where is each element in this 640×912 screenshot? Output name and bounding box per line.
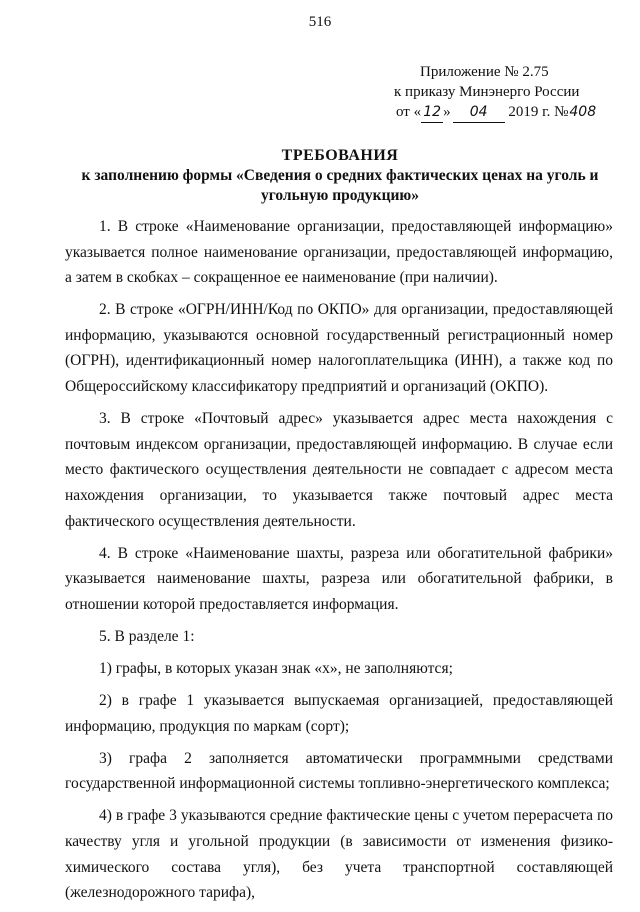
document-title (60, 146, 620, 206)
date-year: 2019 г. № (504, 104, 569, 120)
title-subtitle: к заполнению формы «Сведения о средних фактических ценах на уголь и угольную продукцию» (81, 167, 599, 204)
handwritten-order-number: 408 (569, 104, 597, 120)
paragraph: 2. В строке «ОГРН/ИНН/Код по ОКПО» для организации, предоставляющей информацию, указываются основной государственный регистрационный номер (ОГРН), идентификационный номер налогоплательщика (ИНН), а также код по Общероссийскому классификатору предприятий и организаций (ОКПО). (65, 301, 613, 396)
page-number: 516 (308, 14, 332, 30)
date-prefix: от « (396, 104, 422, 120)
paragraph: 1) графы, в которых указан знак «х», не заполняются; (99, 660, 453, 677)
handwritten-day: 12 (421, 102, 443, 123)
paragraph: 5. В разделе 1: (99, 627, 195, 645)
handwritten-month: 04 (453, 102, 505, 123)
paragraph: 3. В строке «Почтовый адрес» указывается адрес места нахождения с почтовым индексом организации, предоставляющей информацию. В случае если место фактического осуществления деятельности не совпадает с адресом места нахождения организации, то указывается также почтовый адрес места фактического осуществления деятельности. (65, 410, 613, 530)
appendix-date-line (394, 102, 630, 123)
appendix-title: Приложение № 2.75 (420, 64, 549, 80)
paragraph: 3) графа 2 заполняется автоматически программными средствами государственной информационной системы топливно-энергетического комплекса; (65, 749, 613, 793)
document-body (65, 214, 613, 912)
date-quote: » (443, 104, 451, 120)
paragraph: 2) в графе 1 указывается выпускаемая организацией, предоставляющей информацию, продукция по маркам (сорт); (65, 692, 613, 735)
appendix-block (394, 62, 630, 123)
paragraph: 4. В строке «Наименование шахты, разреза или обогатительной фабрики» указывается наименование шахты, разреза или обогатительной фабрики, в отношении которой предоставляется информация. (65, 544, 613, 613)
paragraph: 1. В строке «Наименование организации, предоставляющей информацию» указывается полное наименование организации, предоставляющей информацию, а затем в скобках – сокращенное ее наименование (при наличии). (65, 218, 613, 287)
paragraph: 4) в графе 3 указываются средние фактические цены с учетом перерасчета по качеству угля и угольной продукции (в зависимости от изменения физико-химического состава угля), без учета транспортной составляющей (железнодорожного тарифа), (65, 807, 613, 902)
title-main: ТРЕБОВАНИЯ (281, 147, 399, 164)
appendix-order-ref: к приказу Минэнерго России (394, 84, 580, 100)
